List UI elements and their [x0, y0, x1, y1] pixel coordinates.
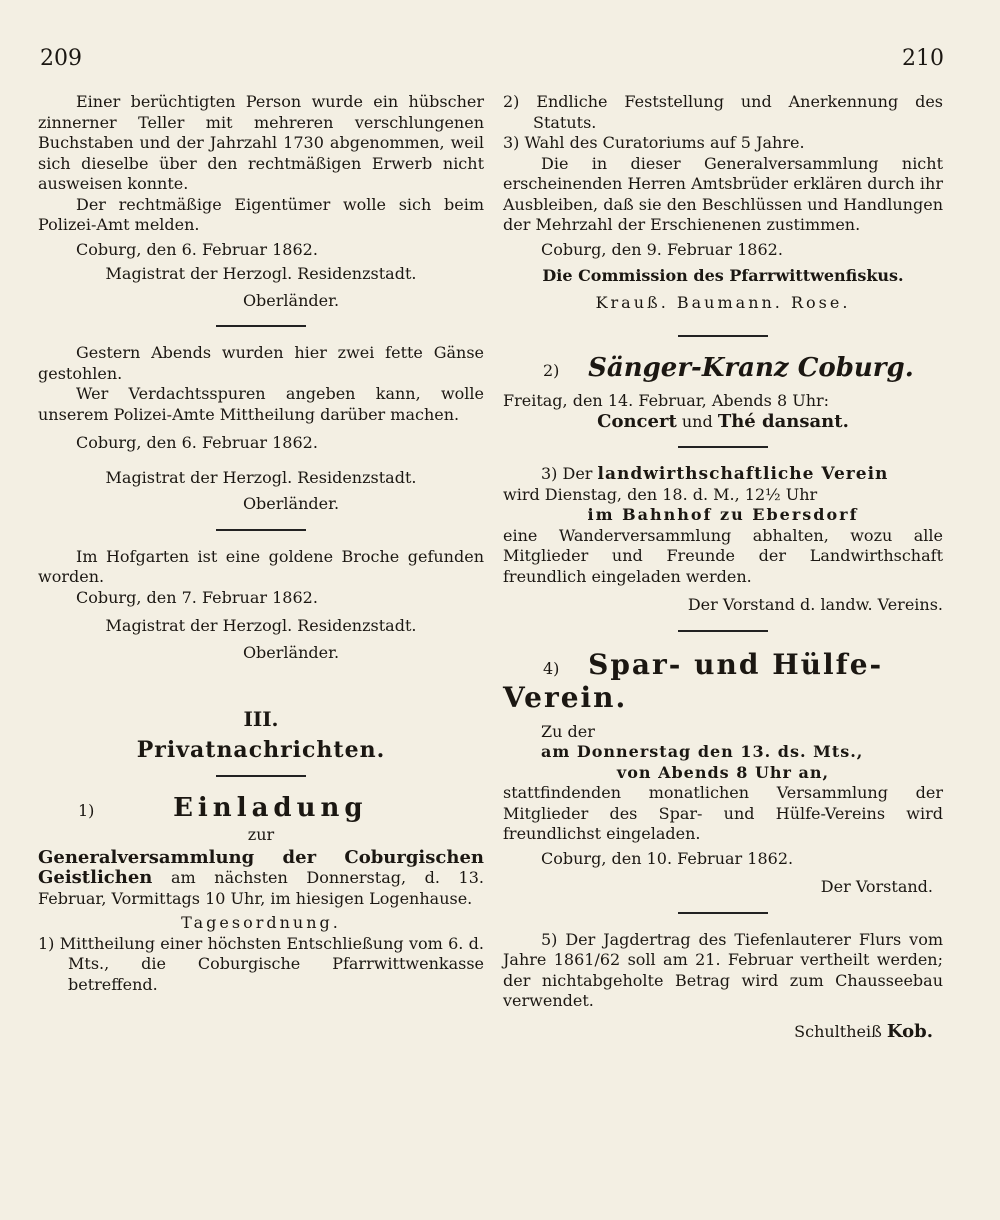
- farm-society-date: wird Dienstag, den 18. d. M., 12½ Uhr: [503, 484, 818, 504]
- savings-title: Spar- und Hülfe-Verein.: [503, 647, 884, 714]
- hunting-signature-title: Schultheiß: [794, 1021, 882, 1041]
- farm-society-number: 3) Der: [541, 464, 593, 483]
- page-number-left: 209: [40, 46, 82, 71]
- hunting-signature: [503, 1022, 943, 1043]
- assembly-note: Die in dieser Generalversammlung nicht erscheinenden Herren Amtsbrüder erklären durch ihr Ausbleiben, daß sie den Beschlüssen und Handlungen der Mehrzahl der Erschienenen zustimmen.: [503, 153, 943, 234]
- invitation-heading: [38, 793, 484, 823]
- notice-plate-owner: Der rechtmäßige Eigentümer wolle sich beim Polizei-Amt melden.: [38, 194, 484, 234]
- invitation-details: am nächsten Donnerstag, d. 13. Februar, Vormittags 10 Uhr, im hiesigen Logenhause.: [38, 868, 485, 908]
- farm-society-intro: [503, 464, 943, 485]
- farm-society-place-text: im Bahnhof zu Ebersdorf: [587, 505, 859, 524]
- choir-number: 2): [543, 361, 560, 380]
- savings-number: 4): [543, 658, 560, 678]
- choir-date: Freitag, den 14. Februar, Abends 8 Uhr:: [503, 391, 830, 410]
- notice-brooch-name: Oberländer.: [242, 642, 340, 662]
- invitation-number: 1): [78, 801, 95, 820]
- savings-signature: Der Vorstand.: [820, 877, 933, 896]
- notice-plate-date: Coburg, den 6. Februar 1862.: [76, 239, 318, 259]
- invitation-event: Generalversammlung der Coburgischen Geistlichen: [38, 846, 484, 888]
- farm-society-name: landwirthschaftliche Verein: [597, 464, 889, 484]
- divider: [678, 335, 768, 337]
- assembly-date: Coburg, den 9. Februar 1862.: [541, 239, 783, 259]
- savings-day: am Donnerstag den 13. ds. Mts.,: [541, 742, 864, 761]
- savings-heading: [503, 648, 943, 714]
- notice-brooch-date: Coburg, den 7. Februar 1862.: [76, 587, 318, 607]
- commission-members: Krauß. Baumann. Rose.: [595, 292, 851, 312]
- left-column: [38, 92, 484, 995]
- hunting-text: 5) Der Jagdertrag des Tiefenlauterer Flurs vom Jahre 1861/62 soll am 21. Februar vertheilt werden; der nichtabgeholte Betrag wird zum Chausseebau verwendet.: [503, 929, 943, 1010]
- hunting-signature-name: Kob.: [886, 1020, 933, 1042]
- divider: [678, 912, 768, 914]
- agenda-heading: Tagesordnung.: [181, 913, 341, 932]
- notice-geese-name: Oberländer.: [242, 494, 340, 513]
- divider: [678, 630, 768, 632]
- notice-geese-date: Coburg, den 6. Februar 1862.: [76, 433, 318, 452]
- notice-geese-text: Gestern Abends wurden hier zwei fette Gänse gestohlen.: [38, 343, 484, 383]
- notice-geese-signature: Magistrat der Herzogl. Residenzstadt.: [105, 467, 417, 487]
- concert-label: Concert: [597, 410, 677, 432]
- savings-text: stattfindenden monatlichen Versammlung der Mitglieder des Spar- und Hülfe-Vereins wird freundlichst eingeladen.: [503, 783, 943, 843]
- agenda-item-3: 3) Wahl des Curatoriums auf 5 Jahre.: [503, 133, 805, 152]
- the-dansant-label: Thé dansant.: [717, 410, 849, 432]
- choir-event: [503, 412, 943, 433]
- notice-plate-name: Oberländer.: [242, 290, 340, 310]
- divider: [678, 446, 768, 448]
- notice-brooch-signature: Magistrat der Herzogl. Residenzstadt.: [105, 616, 417, 635]
- agenda-item-2: 2) Endliche Feststellung und Anerkennung des Statuts.: [503, 92, 943, 132]
- invitation-zur: zur: [247, 825, 275, 844]
- notice-geese-request: Wer Verdachtsspuren angeben kann, wolle unserem Polizei-Amte Mittheilung darüber machen.: [38, 384, 484, 424]
- divider: [216, 325, 306, 327]
- notice-plate-text: Einer berüchtigten Person wurde ein hübscher zinnerner Teller mit mehreren verschlungenen Buchstaben und der Jahrzahl 1730 abgenommen, weil sich dieselbe über den rechtmäßigen Erwerb nicht ausweisen konnte.: [38, 92, 484, 193]
- notice-brooch-text: Im Hofgarten ist eine goldene Broche gefunden worden.: [38, 546, 484, 586]
- choir-heading: [503, 353, 943, 383]
- savings-intro: Zu der: [541, 721, 595, 741]
- divider: [216, 775, 306, 777]
- savings-date: Coburg, den 10. Februar 1862.: [541, 848, 794, 868]
- farm-society-text: eine Wanderversammlung abhalten, wozu alle Mitglieder und Freunde der Landwirthschaft freundlich eingeladen werden.: [503, 525, 943, 586]
- commission-name: Die Commission des Pfarrwittwenfiskus.: [542, 266, 904, 285]
- farm-society-signature: Der Vorstand d. landw. Vereins.: [687, 595, 943, 614]
- savings-time: von Abends 8 Uhr an,: [616, 762, 830, 782]
- and-label: und: [681, 411, 713, 431]
- section-number: III.: [243, 707, 279, 731]
- divider: [216, 529, 306, 531]
- invitation-text: [38, 848, 484, 910]
- farm-society-place: [503, 505, 943, 526]
- notice-plate-signature: Magistrat der Herzogl. Residenzstadt.: [105, 264, 417, 283]
- invitation-title: Einladung: [173, 793, 368, 823]
- section-title: Privatnachrichten.: [136, 737, 386, 763]
- agenda-item-1: 1) Mittheilung einer höchsten Entschließung vom 6. d. Mts., die Coburgische Pfarrwittwenkasse betreffend.: [38, 933, 484, 994]
- right-column: [503, 92, 943, 1042]
- choir-title: Sänger-Kranz Coburg.: [588, 353, 914, 383]
- page-number-right: 210: [902, 46, 944, 71]
